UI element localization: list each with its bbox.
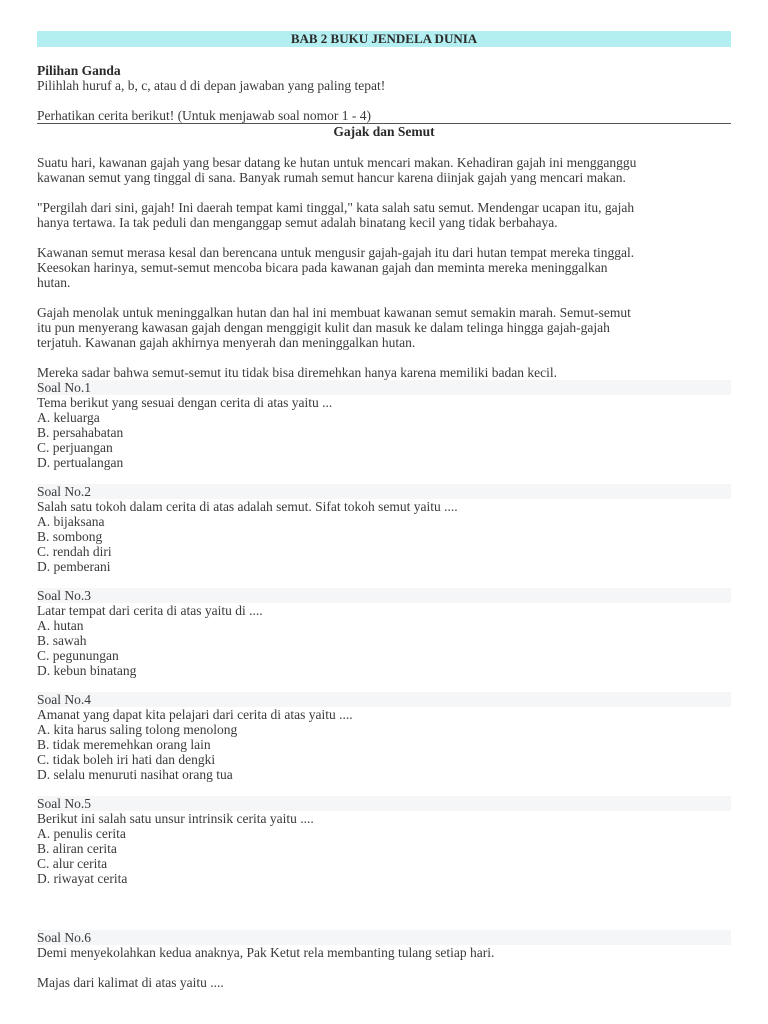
answer-option: D. riwayat cerita bbox=[37, 871, 128, 886]
story-line: itu pun menyerang kawasan gajah dengan menggigit kulit dan masuk ke dalam telinga hingga gajah-gajah bbox=[37, 320, 610, 335]
story-title: Gajak dan Semut bbox=[333, 124, 435, 139]
answer-option: A. kita harus saling tolong menolong bbox=[37, 722, 238, 737]
story-paragraph bbox=[37, 305, 731, 350]
chapter-title: BAB 2 BUKU JENDELA DUNIA bbox=[37, 31, 731, 47]
answer-option: C. alur cerita bbox=[37, 856, 108, 871]
question-text: Salah satu tokoh dalam cerita di atas adalah semut. Sifat tokoh semut yaitu .... bbox=[37, 499, 458, 514]
story-paragraph bbox=[37, 200, 731, 230]
question-text: Amanat yang dapat kita pelajari dari cerita di atas yaitu .... bbox=[37, 707, 353, 722]
question-label: Soal No.6 bbox=[37, 930, 731, 945]
question-label: Soal No.5 bbox=[37, 796, 731, 811]
story-line: hanya tertawa. Ia tak peduli dan menganggap semut adalah binatang kecil yang tidak berbahaya. bbox=[37, 215, 558, 230]
story-body bbox=[37, 155, 731, 380]
story-paragraph bbox=[37, 245, 731, 290]
answer-option: A. penulis cerita bbox=[37, 826, 126, 841]
answer-option: D. pemberani bbox=[37, 559, 111, 574]
story-line: Suatu hari, kawanan gajah yang besar datang ke hutan untuk mencari makan. Kehadiran gajah ini mengganggu bbox=[37, 155, 637, 170]
question-block bbox=[37, 588, 731, 678]
story-line: Keesokan harinya, semut-semut mencoba bicara pada kawanan gajah dan meminta mereka meninggalkan bbox=[37, 260, 608, 275]
question-block bbox=[37, 380, 731, 470]
answer-option: C. tidak boleh iri hati dan dengki bbox=[37, 752, 216, 767]
story-paragraph bbox=[37, 365, 731, 380]
answer-option: B. persahabatan bbox=[37, 425, 124, 440]
question-label: Soal No.4 bbox=[37, 692, 731, 707]
question-text: Demi menyekolahkan kedua anaknya, Pak Ketut rela membanting tulang setiap hari. bbox=[37, 945, 495, 960]
question-label: Soal No.1 bbox=[37, 380, 731, 395]
story-intro: Perhatikan cerita berikut! (Untuk menjawab soal nomor 1 - 4) bbox=[37, 108, 731, 124]
answer-option: D. selalu menuruti nasihat orang tua bbox=[37, 767, 233, 782]
question-block bbox=[37, 484, 731, 574]
answer-option: B. aliran cerita bbox=[37, 841, 117, 856]
question-prompt: Majas dari kalimat di atas yaitu .... bbox=[37, 975, 224, 990]
answer-option: A. keluarga bbox=[37, 410, 100, 425]
story-line: kawanan semut yang tinggal di sana. Banyak rumah semut hancur karena diinjak gajah yang mencari makan. bbox=[37, 170, 626, 185]
story-paragraph bbox=[37, 155, 731, 185]
story-line: Mereka sadar bahwa semut-semut itu tidak bisa diremehkan hanya karena memiliki badan kecil. bbox=[37, 365, 557, 380]
question-list bbox=[37, 380, 731, 886]
answer-option: C. rendah diri bbox=[37, 544, 112, 559]
answer-option: D. pertualangan bbox=[37, 455, 124, 470]
story-line: Kawanan semut merasa kesal dan berencana untuk mengusir gajah-gajah itu dari hutan tempat mereka tinggal. bbox=[37, 245, 635, 260]
answer-option: B. sawah bbox=[37, 633, 87, 648]
section-instruction: Pilihlah huruf a, b, c, atau d di depan jawaban yang paling tepat! bbox=[37, 78, 386, 93]
answer-option: B. tidak meremehkan orang lain bbox=[37, 737, 211, 752]
answer-option: C. pegunungan bbox=[37, 648, 119, 663]
question-block bbox=[37, 692, 731, 782]
answer-option: C. perjuangan bbox=[37, 440, 113, 455]
story-line: hutan. bbox=[37, 275, 71, 290]
answer-option: D. kebun binatang bbox=[37, 663, 137, 678]
question-label: Soal No.2 bbox=[37, 484, 731, 499]
story-line: Gajah menolak untuk meninggalkan hutan dan hal ini membuat kawanan semut semakin marah. Semut-semut bbox=[37, 305, 631, 320]
story-line: terjatuh. Kawanan gajah akhirnya menyerah dan meninggalkan hutan. bbox=[37, 335, 416, 350]
answer-option: B. sombong bbox=[37, 529, 103, 544]
question-text: Latar tempat dari cerita di atas yaitu di .... bbox=[37, 603, 263, 618]
question-text: Berikut ini salah satu unsur intrinsik cerita yaitu .... bbox=[37, 811, 314, 826]
question-block bbox=[37, 796, 731, 886]
answer-option: A. bijaksana bbox=[37, 514, 105, 529]
story-line: "Pergilah dari sini, gajah! Ini daerah tempat kami tinggal," kata salah satu semut. Mendengar ucapan itu, gajah bbox=[37, 200, 635, 215]
section-heading: Pilihan Ganda bbox=[37, 63, 121, 78]
question-label: Soal No.3 bbox=[37, 588, 731, 603]
question-text: Tema berikut yang sesuai dengan cerita di atas yaitu ... bbox=[37, 395, 333, 410]
answer-option: A. hutan bbox=[37, 618, 84, 633]
